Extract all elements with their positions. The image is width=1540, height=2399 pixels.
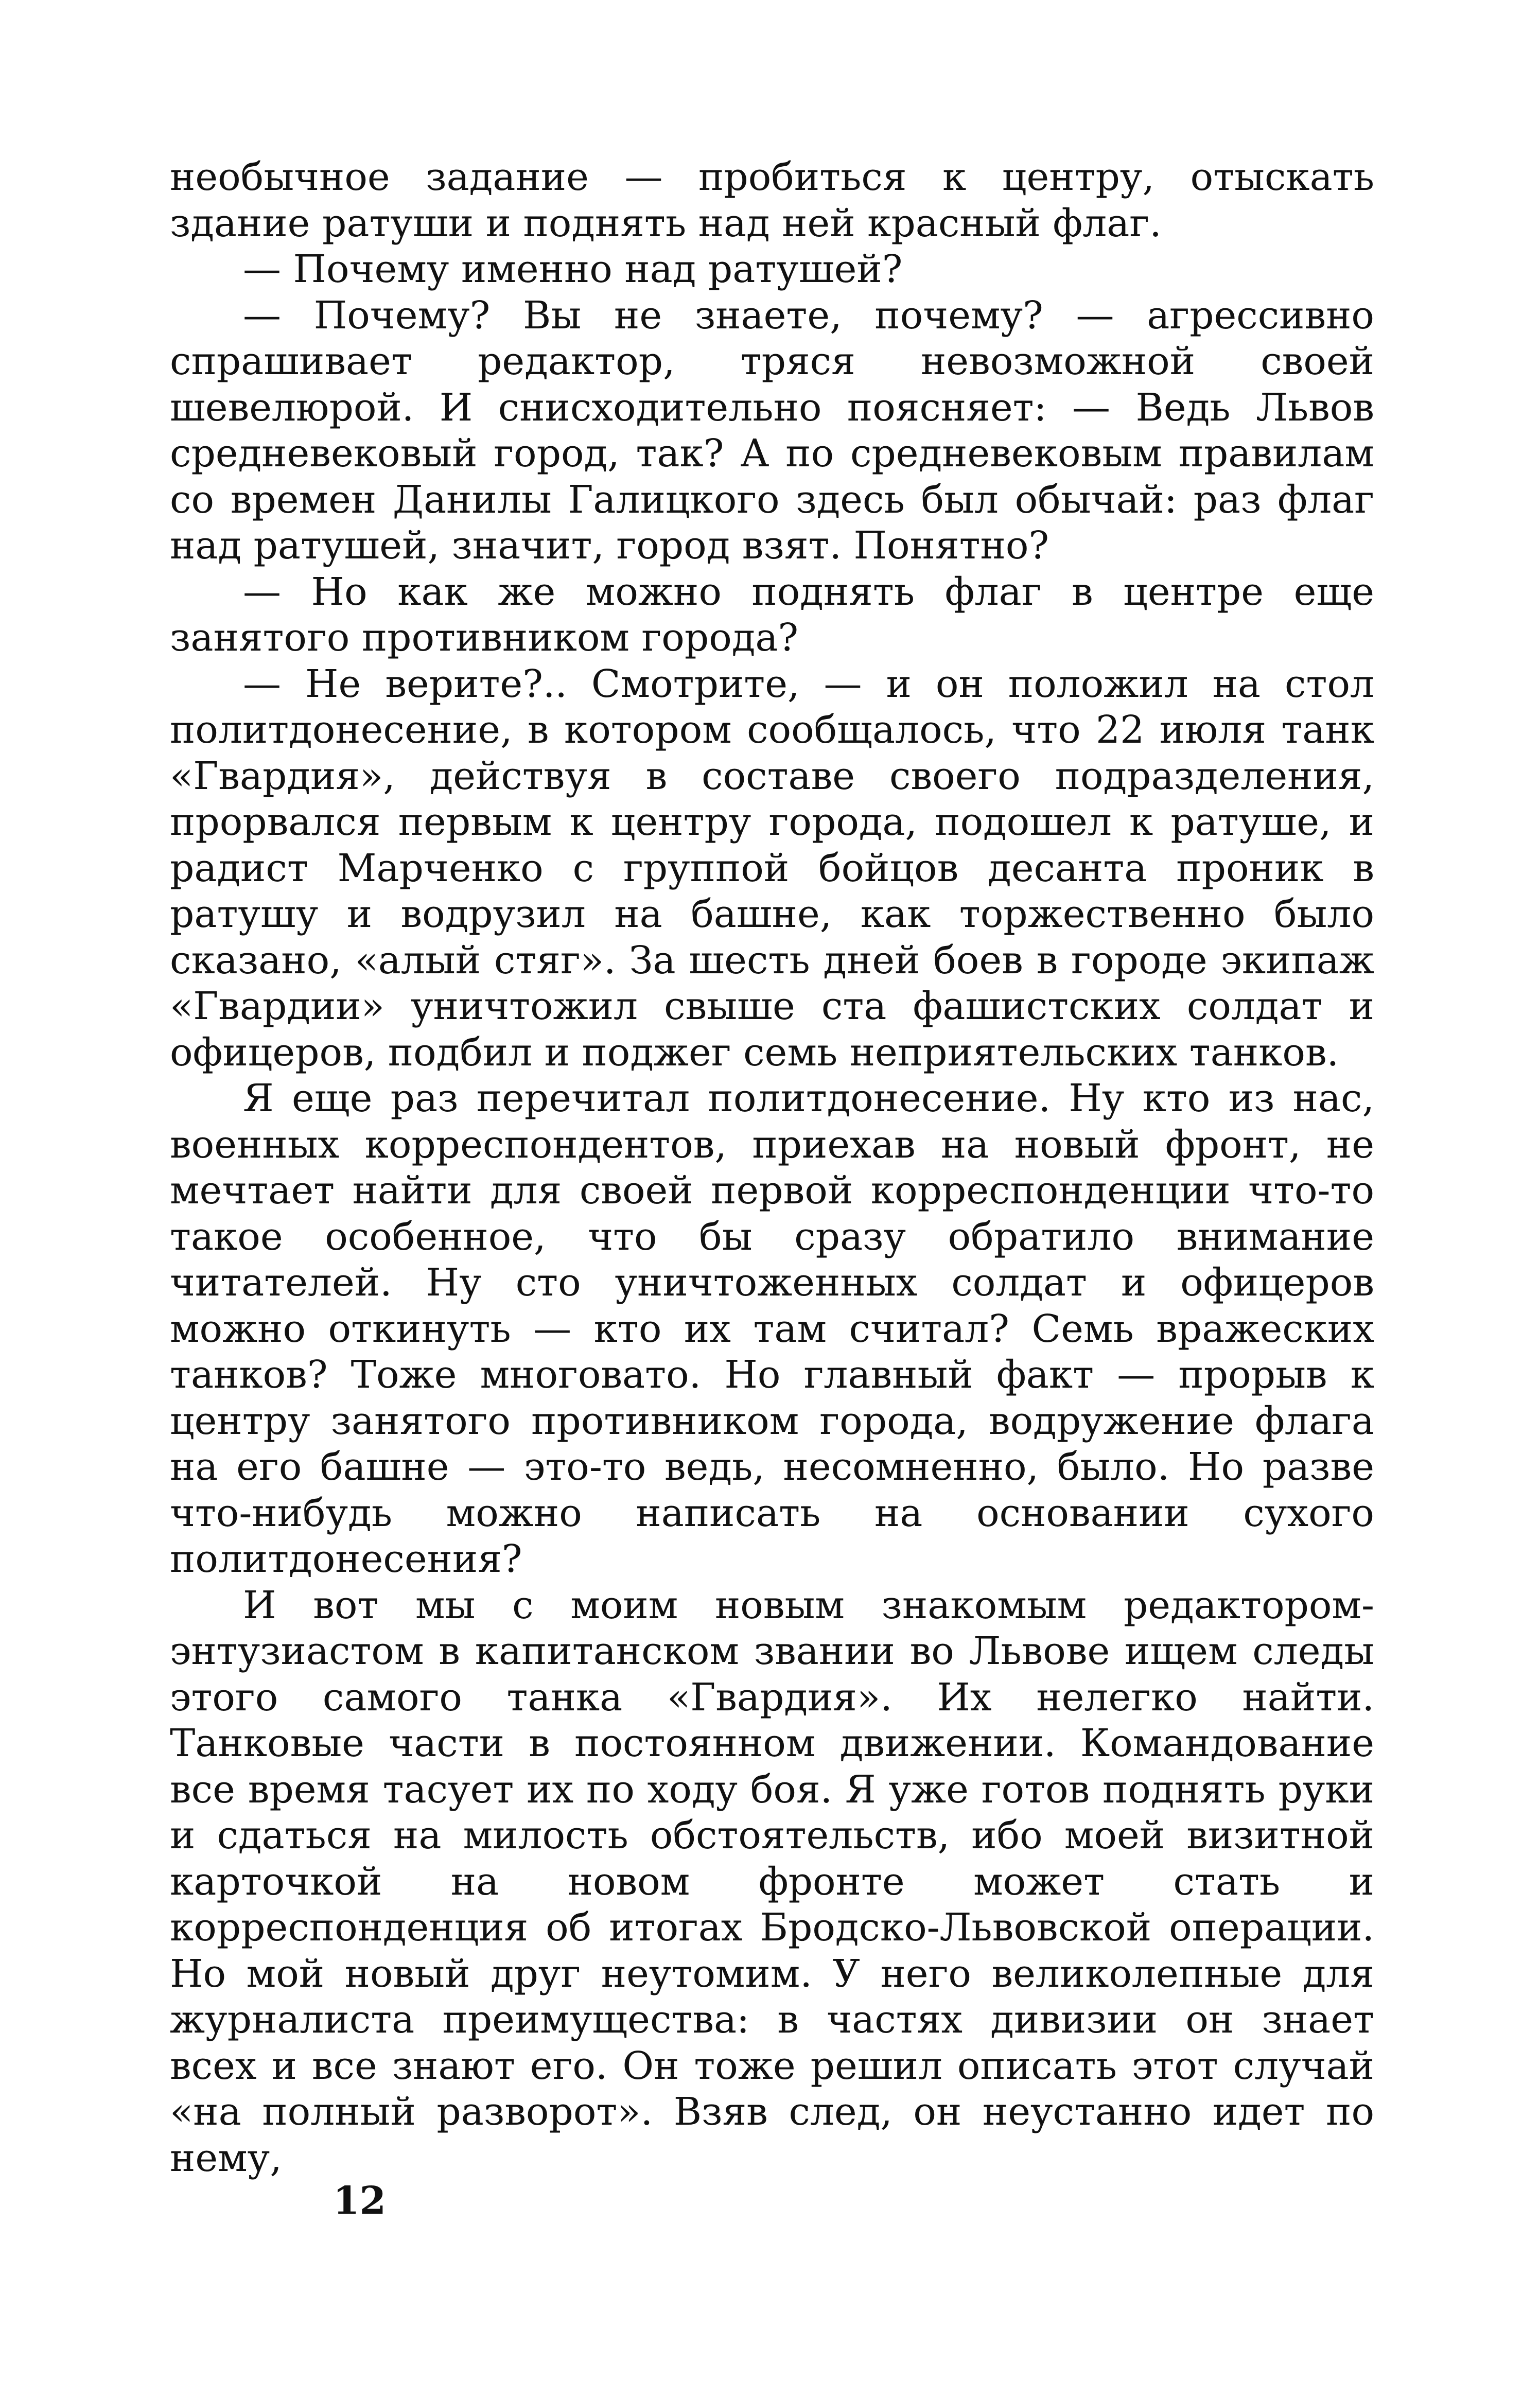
paragraph-dialogue-question-2: — Но как же можно поднять флаг в центре еще занятого противником города? xyxy=(170,569,1374,660)
paragraph-dialogue-editor: — Почему? Вы не знаете, почему? — агрессивно спрашивает редактор, тряся невозможной своей шевелюрой. И снисходительно поясняет: — Ведь Львов средневековый город, так? А по средневековым правилам со времен Данилы Галицкого здесь был обычай: раз флаг над ратушей, значит, город взят. Понятно? xyxy=(170,293,1374,568)
paragraph-dialogue-question: — Почему именно над ратушей? xyxy=(243,247,903,291)
paragraph-search: И вот мы с моим новым знакомым редактором-энтузиастом в капитанском звании во Львове ищем следы этого самого танка «Гвардия». Их нелегко найти. Танковые части в постоянном движении. Командование все время тасует их по ходу боя. Я уже готов поднять руки и сдаться на милость обстоятельств, ибо моей визитной карточкой на новом фронте может стать и корреспонденция об итогах Бродско-Львовской операции. Но мой новый друг неутомим. У него великолепные для журналиста преимущества: в частях дивизии он знает всех и все знают его. Он тоже решил описать этот случай «на полный разворот». Взяв след, он неустанно идет по нему, xyxy=(170,1583,1374,2180)
paragraph-dialogue-report: — Не верите?.. Смотрите, — и он положил на стол политдонесение, в котором сообщалось, что 22 июля танк «Гвардия», действуя в составе своего подразделения, прорвался первым к центру города, подошел к ратуше, и радист Марченко с группой бойцов десанта проник в ратушу и водрузил на башне, как торжественно было сказано, «алый стяг». За шесть дней боев в городе экипаж «Гвардии» уничтожил свыше ста фашистских солдат и офицеров, подбил и поджег семь неприятельских танков. xyxy=(170,661,1374,1075)
page-text xyxy=(170,154,1374,2181)
paragraph-continuation: необычное задание — пробиться к центру, отыскать здание ратуши и поднять над ней красный флаг. xyxy=(170,155,1374,246)
paragraph-reflection: Я еще раз перечитал политдонесение. Ну кто из нас, военных корреспондентов, приехав на новый фронт, не мечтает найти для своей первой корреспонденции что-то такое особенное, что бы сразу обратило внимание читателей. Ну сто уничтоженных солдат и офицеров можно откинуть — кто их там считал? Семь вражеских танков? Тоже многовато. Но главный факт — прорыв к центру занятого противником города, водружение флага на его башне — это-то ведь, несомненно, было. Но разве что-нибудь можно написать на основании сухого политдонесения? xyxy=(170,1076,1374,1581)
page-number: 12 xyxy=(333,2179,386,2223)
